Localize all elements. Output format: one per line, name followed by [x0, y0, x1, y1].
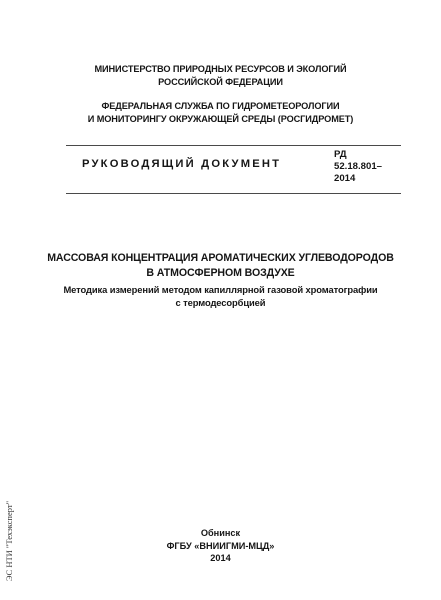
side-watermark-text: ЭС НТИ "Техэксперт" [4, 500, 14, 582]
ministry-line-1: МИНИСТЕРСТВО ПРИРОДНЫХ РЕСУРСОВ И ЭКОЛОГИЙ [94, 64, 347, 74]
document-code-year: 2014 [334, 173, 356, 184]
bottom-divider [66, 193, 401, 194]
document-code-number: 52.18.801– [334, 161, 383, 172]
service-header [0, 100, 441, 126]
side-watermark [2, 492, 16, 590]
service-line-2: И МОНИТОРИНГУ ОКРУЖАЮЩЕЙ СРЕДЫ (РОСГИДРОМЕТ) [87, 114, 354, 124]
ministry-line-2: РОССИЙСКОЙ ФЕДЕРАЦИИ [158, 77, 283, 87]
subtitle-line-1: Методика измерений методом капиллярной газовой хроматографии [63, 284, 378, 295]
title-line-1: МАССОВАЯ КОНЦЕНТРАЦИЯ АРОМАТИЧЕСКИХ УГЛЕВОДОРОДОВ [47, 252, 394, 264]
imprint-city: Обнинск [200, 528, 241, 538]
subtitle-line-2: с термодесорбцией [175, 297, 266, 308]
top-divider [66, 145, 401, 146]
service-line-1: ФЕДЕРАЛЬНАЯ СЛУЖБА ПО ГИДРОМЕТЕОРОЛОГИИ [101, 101, 340, 111]
imprint [0, 527, 441, 565]
document-code [334, 149, 404, 185]
document-type: РУКОВОДЯЩИЙ ДОКУМЕНТ [82, 158, 282, 170]
document-code-prefix: РД [334, 149, 347, 160]
imprint-publisher: ФГБУ «ВНИИГМИ-МЦД» [166, 540, 275, 551]
imprint-year: 2014 [210, 553, 231, 563]
title-line-2: В АТМОСФЕРНОМ ВОЗДУХЕ [146, 267, 295, 279]
ministry-header [0, 63, 441, 89]
document-subtitle [0, 283, 441, 309]
document-title [0, 251, 441, 281]
